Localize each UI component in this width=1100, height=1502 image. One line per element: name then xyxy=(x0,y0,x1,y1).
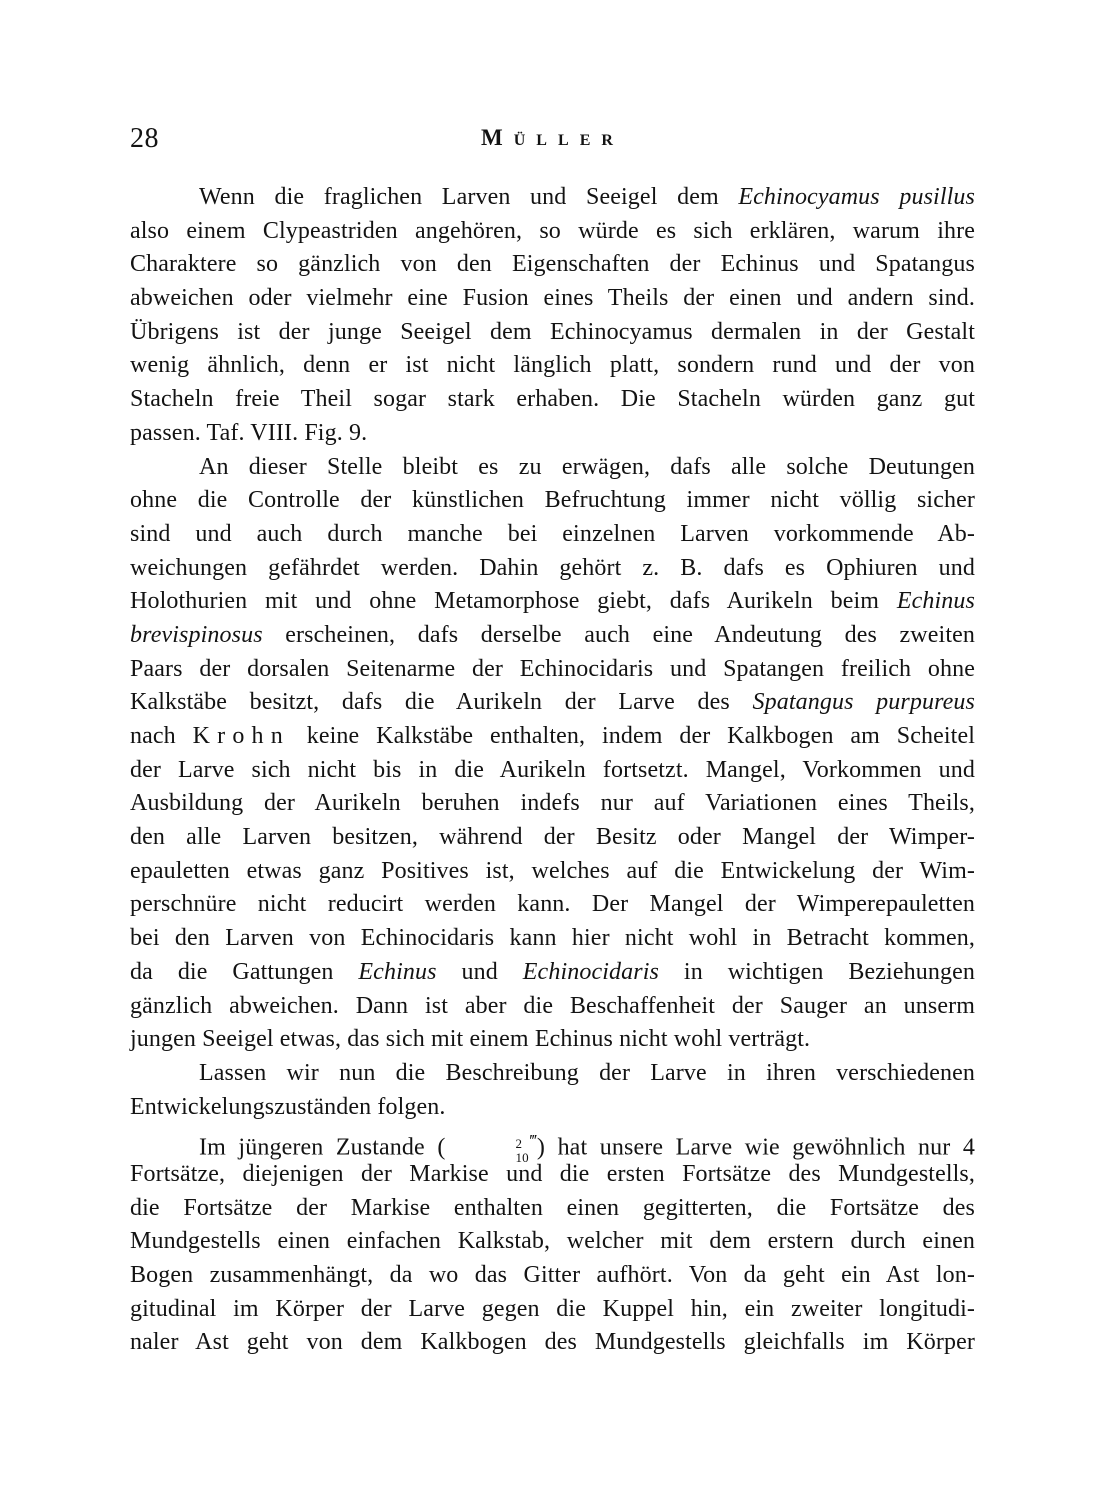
text-run: also einem Clypeastriden angehören, so würde es sich erklären, warum ihre xyxy=(130,217,975,244)
text-run: Wenn die fraglichen Larven und Seeigel dem xyxy=(199,184,739,210)
text-run: ) hat unsere Larve wie gewöhnlich nur 4 xyxy=(536,1134,975,1161)
running-title: Müller xyxy=(480,125,625,150)
text-line xyxy=(130,417,975,451)
text-run: Bogen zusammenhängt, da wo das Gitter aufhört. Von da geht ein Ast lon- xyxy=(130,1262,975,1288)
text-run: gitudinal im Körper der Larve gegen die Kuppel hin, ein zweiter longitudi- xyxy=(130,1295,975,1322)
text-line xyxy=(130,1023,975,1057)
text-run: der Larve sich nicht bis in die Aurikeln fortsetzt. Mangel, Vorkommen und xyxy=(130,756,975,783)
text-run: Übrigens ist der junge Seeigel dem Echinocyamus dermalen in der Gestalt xyxy=(130,318,975,345)
text-run: Mundgestells einen einfachen Kalkstab, welcher mit dem erstern durch einen xyxy=(130,1228,975,1255)
text-run: keine Kalkstäbe enthalten, indem der Kalkbogen am Scheitel xyxy=(289,723,976,749)
text-line xyxy=(130,248,975,282)
text-run: naler Ast geht von dem Kalkbogen des Mundgestells gleichfalls im Körper xyxy=(130,1329,975,1356)
text-run: Fortsätze, diejenigen der Markise und die ersten Fortsätze des Mundgestells, xyxy=(130,1160,975,1187)
text-line xyxy=(130,451,975,485)
text-run: da die Gattungen xyxy=(130,958,359,985)
text-line xyxy=(130,282,975,316)
text-run: Paars der dorsalen Seitenarme der Echinocidaris und Spatangen freilich ohne xyxy=(130,655,975,682)
text-line xyxy=(130,1091,975,1125)
paragraph xyxy=(130,181,975,451)
text-run: epauletten etwas ganz Positives ist, welches auf die Entwickelung der Wim- xyxy=(130,857,975,884)
paragraph xyxy=(130,1057,975,1124)
text-block xyxy=(130,181,975,1360)
page-header xyxy=(130,123,975,157)
text-run: Lassen wir nun die Beschreibung der Larve in ihren verschiedenen xyxy=(199,1059,975,1086)
text-run: ohne die Controlle der künstlichen Befruchtung immer nicht völlig sicher xyxy=(130,487,975,514)
text-line xyxy=(130,181,975,215)
paragraph xyxy=(130,451,975,1057)
text-run: Charaktere so gänzlich von den Eigenschaften der Echinus und Spatangus xyxy=(130,251,975,278)
text-line xyxy=(130,518,975,552)
text-run: bei den Larven von Echinocidaris kann hier nicht wohl in Betracht kommen, xyxy=(130,925,975,952)
text-run: weichungen gefährdet werden. Dahin gehört z. B. dafs es Ophiuren und xyxy=(130,554,975,581)
text-line xyxy=(130,1293,975,1327)
italic-text: Echinus xyxy=(358,958,437,985)
text-line xyxy=(130,686,975,720)
text-run: die Fortsätze der Markise enthalten einen gegitterten, die Fortsätze des xyxy=(130,1194,975,1221)
text-line xyxy=(130,316,975,350)
italic-text: Echinocyamus pusillus xyxy=(738,184,975,210)
italic-text: Echinus xyxy=(896,588,975,615)
text-run: Im jüngeren Zustande ( xyxy=(199,1134,446,1161)
text-run: An dieser Stelle bleibt es zu erwägen, dafs alle solche Deutungen xyxy=(199,453,975,480)
text-line xyxy=(130,1192,975,1226)
text-line xyxy=(130,484,975,518)
letterspaced-name: Krohn xyxy=(192,723,290,749)
text-line xyxy=(130,585,975,619)
fraction: 2 10 xyxy=(515,1136,529,1165)
paragraph xyxy=(130,1124,975,1360)
text-line xyxy=(130,922,975,956)
text-run: erscheinen, dafs derselbe auch eine Andeutung des zweiten xyxy=(262,621,975,648)
text-run: wenig ähnlich, denn er ist nicht länglich platt, sondern rund und der von xyxy=(130,352,975,379)
text-run: passen. Taf. VIII. Fig. 9. xyxy=(130,419,368,446)
text-line xyxy=(130,720,975,754)
page-number: 28 xyxy=(130,123,160,154)
text-line xyxy=(130,1124,975,1165)
text-line xyxy=(130,349,975,383)
text-run: gänzlich abweichen. Dann ist aber die Beschaffenheit der Sauger an unserm xyxy=(130,992,975,1019)
text-line xyxy=(130,754,975,788)
text-run: den alle Larven besitzen, während der Besitz oder Mangel der Wimper- xyxy=(130,824,975,851)
text-line xyxy=(130,855,975,889)
text-run: jungen Seeigel etwas, das sich mit einem Echinus nicht wohl verträgt. xyxy=(130,1026,811,1053)
text-line xyxy=(130,1225,975,1259)
text-run: Holothurien mit und ohne Metamorphose giebt, dafs Aurikeln beim xyxy=(130,588,897,615)
text-line xyxy=(130,1057,975,1091)
italic-text: Spatangus purpureus xyxy=(752,689,975,716)
italic-text: brevispinosus xyxy=(130,621,263,648)
text-run: sind und auch durch manche bei einzelnen Larven vorkommende Ab- xyxy=(130,520,975,547)
text-run: nach xyxy=(130,723,193,749)
text-run: Ausbildung der Aurikeln beruhen indefs nur auf Variationen eines Theils, xyxy=(130,790,975,817)
text-run: abweichen oder vielmehr eine Fusion eines Theils der einen und andern sind. xyxy=(130,285,975,312)
text-line xyxy=(130,653,975,687)
text-line xyxy=(130,990,975,1024)
text-run: Kalkstäbe besitzt, dafs die Aurikeln der Larve des xyxy=(130,689,753,716)
text-line xyxy=(130,552,975,586)
text-line xyxy=(130,787,975,821)
text-line xyxy=(130,956,975,990)
text-line xyxy=(130,821,975,855)
prime-mark: ‴ xyxy=(529,1131,537,1151)
text-line xyxy=(130,383,975,417)
text-line xyxy=(130,1259,975,1293)
text-line xyxy=(130,619,975,653)
text-run: in wichtigen Beziehungen xyxy=(658,958,975,985)
text-run: Stacheln freie Theil sogar stark erhaben. Die Stacheln würden ganz gut xyxy=(130,386,975,413)
text-line xyxy=(130,215,975,249)
text-run: perschnüre nicht reducirt werden kann. Der Mangel der Wimperepauletten xyxy=(130,891,975,918)
text-line xyxy=(130,888,975,922)
text-run: und xyxy=(436,958,523,985)
text-line xyxy=(130,1326,975,1360)
italic-text: Echinocidaris xyxy=(522,958,659,985)
text-line xyxy=(130,1158,975,1192)
text-run: Entwickelungszuständen folgen. xyxy=(130,1093,446,1120)
